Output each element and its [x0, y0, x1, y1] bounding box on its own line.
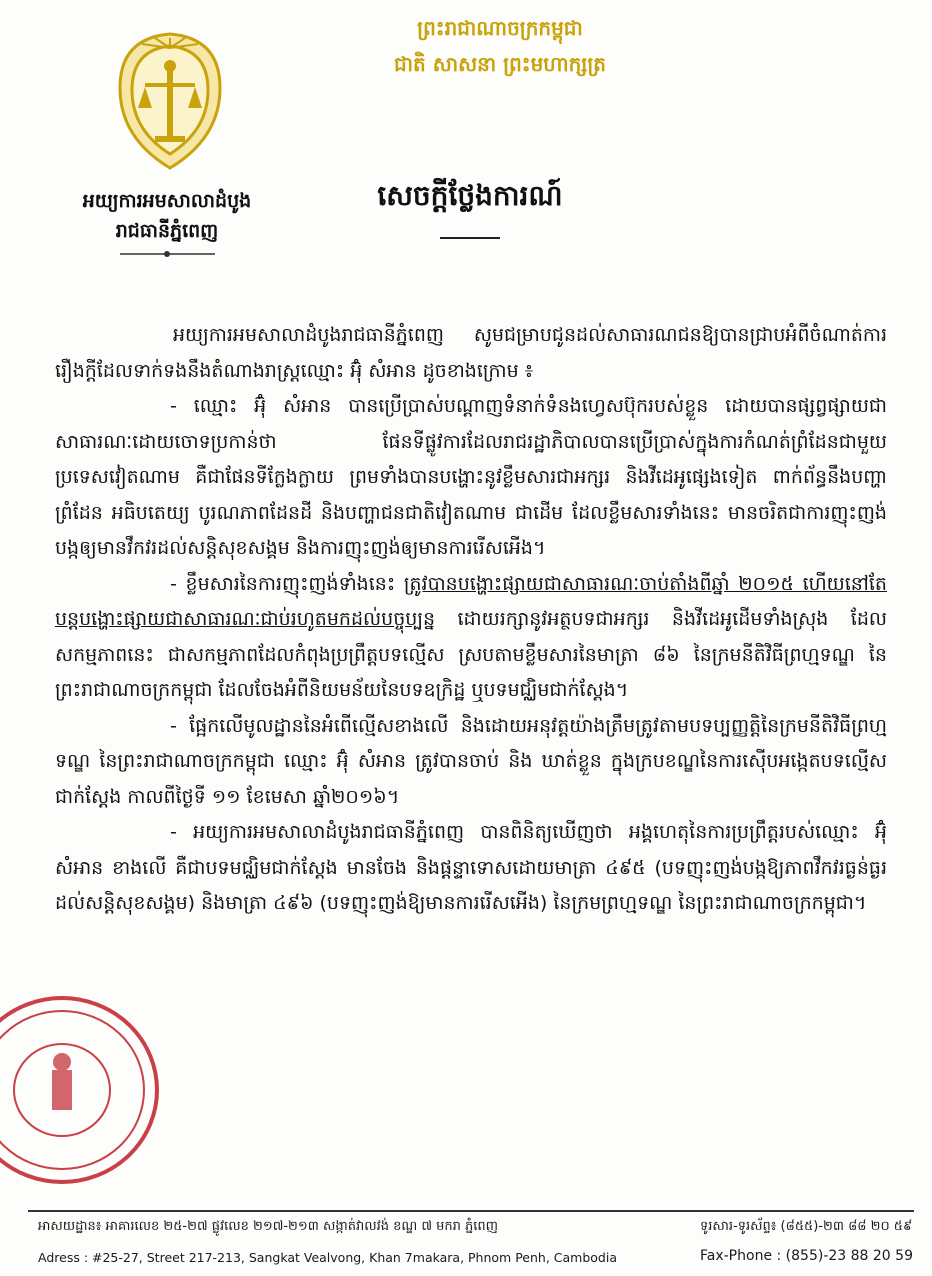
paragraph-intro: អយ្យការអមសាលាដំបូងរាជធានីភ្នំពេញ សូមជម្រាបជូនដល់សាធារណជនឱ្យបានជ្រាបអំពីចំណាត់ការរឿងក្តីដែលទាក់ទងនឹងតំណាងរាស្ត្រឈ្មោះ អ៊ុំ សំអាន ដូចខាងក្រោម ៖: [55, 324, 887, 382]
kingdom-line: ព្រះរាជាណាចក្រកម្ពុជា: [417, 16, 583, 40]
office-name-line1: អយ្យការអមសាលាដំបូង: [82, 190, 252, 212]
statement-body: [55, 318, 887, 922]
footer-phone-en: Fax-Phone : (855)-23 88 20 59: [700, 1248, 913, 1264]
motto-line: ជាតិ សាសនា ព្រះមហាក្សត្រ: [394, 52, 606, 76]
paragraph-arrest: - ផ្អែកលើមូលដ្ឋាននៃអំពើល្មើសខាងលើ និងដោយអនុវត្តយ៉ាងត្រឹមត្រូវតាមបទប្បញ្ញត្តិនៃក្រមនីតិវិធីព្រហ្មទណ្ឌ នៃព្រះរាជាណាចក្រកម្ពុជា ឈ្មោះ អ៊ុំ សំអាន ត្រូវបានចាប់ និង ឃាត់ខ្លួន ក្នុងក្របខណ្ឌនៃការស៊ើបអង្កេតបទល្មើសជាក់ស្តែង កាលពីថ្ងៃទី ១១ ខែមេសា ឆ្នាំ២០១៦។: [55, 714, 887, 808]
p3-underlined: ត្រូវបានបង្ហោះផ្សាយជាសាធារណៈចាប់តាំងពីឆ្នាំ ២០១៥ ហើយនៅតែបន្តបង្ហោះផ្សាយជាសាធារណៈជាប់រហូតមកដល់បច្ចុប្បន្ន: [55, 572, 887, 630]
kingdom-motto: [360, 10, 640, 82]
p3-prefix: - ខ្លឹមសារនៃការញុះញង់ទាំងនេះ: [170, 572, 404, 595]
issuing-office-name: [62, 186, 272, 246]
office-name-line2: រាជធានីភ្នំពេញ: [115, 220, 219, 242]
paragraph-facebook-posts: - ឈ្មោះ អ៊ុំ សំអាន បានប្រើប្រាស់បណ្តាញទំនាក់ទំនងហ្វេសប៊ុករបស់ខ្លួន ដោយបានផ្សព្វផ្សាយជាសាធារណៈដោយចោទប្រកាន់ថា ផែនទីផ្លូវការដែលរាជរដ្ឋាភិបាលបានប្រើប្រាស់ក្នុងការកំណត់ព្រំដែនជាមួយប្រទេសវៀតណាម គឺជាផែនទីក្លែងក្លាយ ព្រមទាំងបានបង្ហោះនូវខ្លឹមសារជាអក្សរ និងវីដេអូផ្សេងទៀត ពាក់ព័ន្ធនឹងបញ្ហាព្រំដែន អធិបតេយ្យ បូរណភាពដែនដី និងបញ្ហាជនជាតិវៀតណាម ជាដើម ដែលខ្លឹមសារទាំងនេះ មានចរិតជាការញុះញង់បង្កឲ្យមានវឹកវរដល់សន្តិសុខសង្គម និងការញុះញង់ឲ្យមានការរើសអើង។: [55, 395, 887, 559]
footer-address-en: Adress : #25-27, Street 217-213, Sangkat Vealvong, Khan 7makara, Phnom Penh, Cambodia: [38, 1250, 617, 1265]
official-seal-stamp: [0, 990, 170, 1190]
footer-divider: [28, 1210, 914, 1212]
document-title: សេចក្តីថ្លែងការណ៍: [377, 179, 563, 212]
prosecution-emblem-icon: [100, 28, 240, 178]
footer-phone-km: ទូរសារ-ទូរស័ព្ទ៖ (៨៥៥)-២៣ ៨៨ ២០ ៥៩: [700, 1219, 913, 1234]
footer-address-km: អាសយដ្ឋាន៖ អាគារលេខ ២៥-២៧ ផ្លូវលេខ ២១៧-២១៣ សង្កាត់វាលវង់ ខណ្ឌ ៧ មករា ភ្នំពេញ: [38, 1219, 499, 1234]
ornament-divider-icon: [120, 250, 215, 258]
paragraph-charges: - អយ្យការអមសាលាដំបូងរាជធានីភ្នំពេញ បានពិនិត្យឃើញថា អង្គហេតុនៃការប្រព្រឹត្តរបស់ឈ្មោះ អ៊ុំ សំអាន ខាងលើ គឺជាបទមជ្ឈិមជាក់ស្តែង មានចែង និងផ្តន្ទាទោសដោយមាត្រា ៤៩៥ (បទញុះញង់បង្កឱ្យភាពវឹកវរធ្ងន់ធ្ងរដល់សន្តិសុខសង្គម) និងមាត្រា ៤៩៦ (បទញុះញង់ឱ្យមានការរើសអើង) នៃក្រមព្រហ្មទណ្ឌ នៃព្រះរាជាណាចក្រកម្ពុជា។: [55, 821, 887, 914]
title-underline: [440, 237, 500, 239]
p3-suffix: ដោយរក្សានូវអត្ថបទជាអក្សរ និងវីដេអូដើមទាំងស្រុង ដែលសកម្មភាពនេះ ជាសកម្មភាពដែលកំពុងប្រព្រឹត្តបទល្មើស ស្របតាមខ្លឹមសារនៃមាត្រា ៨៦ នៃក្រមនីតិវិធីព្រហ្មទណ្ឌ នៃព្រះរាជាណាចក្រកម្ពុជា ដែលចែងអំពីនិយមន័យនៃបទឧក្រិដ្ឋ ឬបទមជ្ឈិមជាក់ស្តែង។: [55, 608, 887, 701]
paragraph-incitement-content: [55, 567, 887, 709]
